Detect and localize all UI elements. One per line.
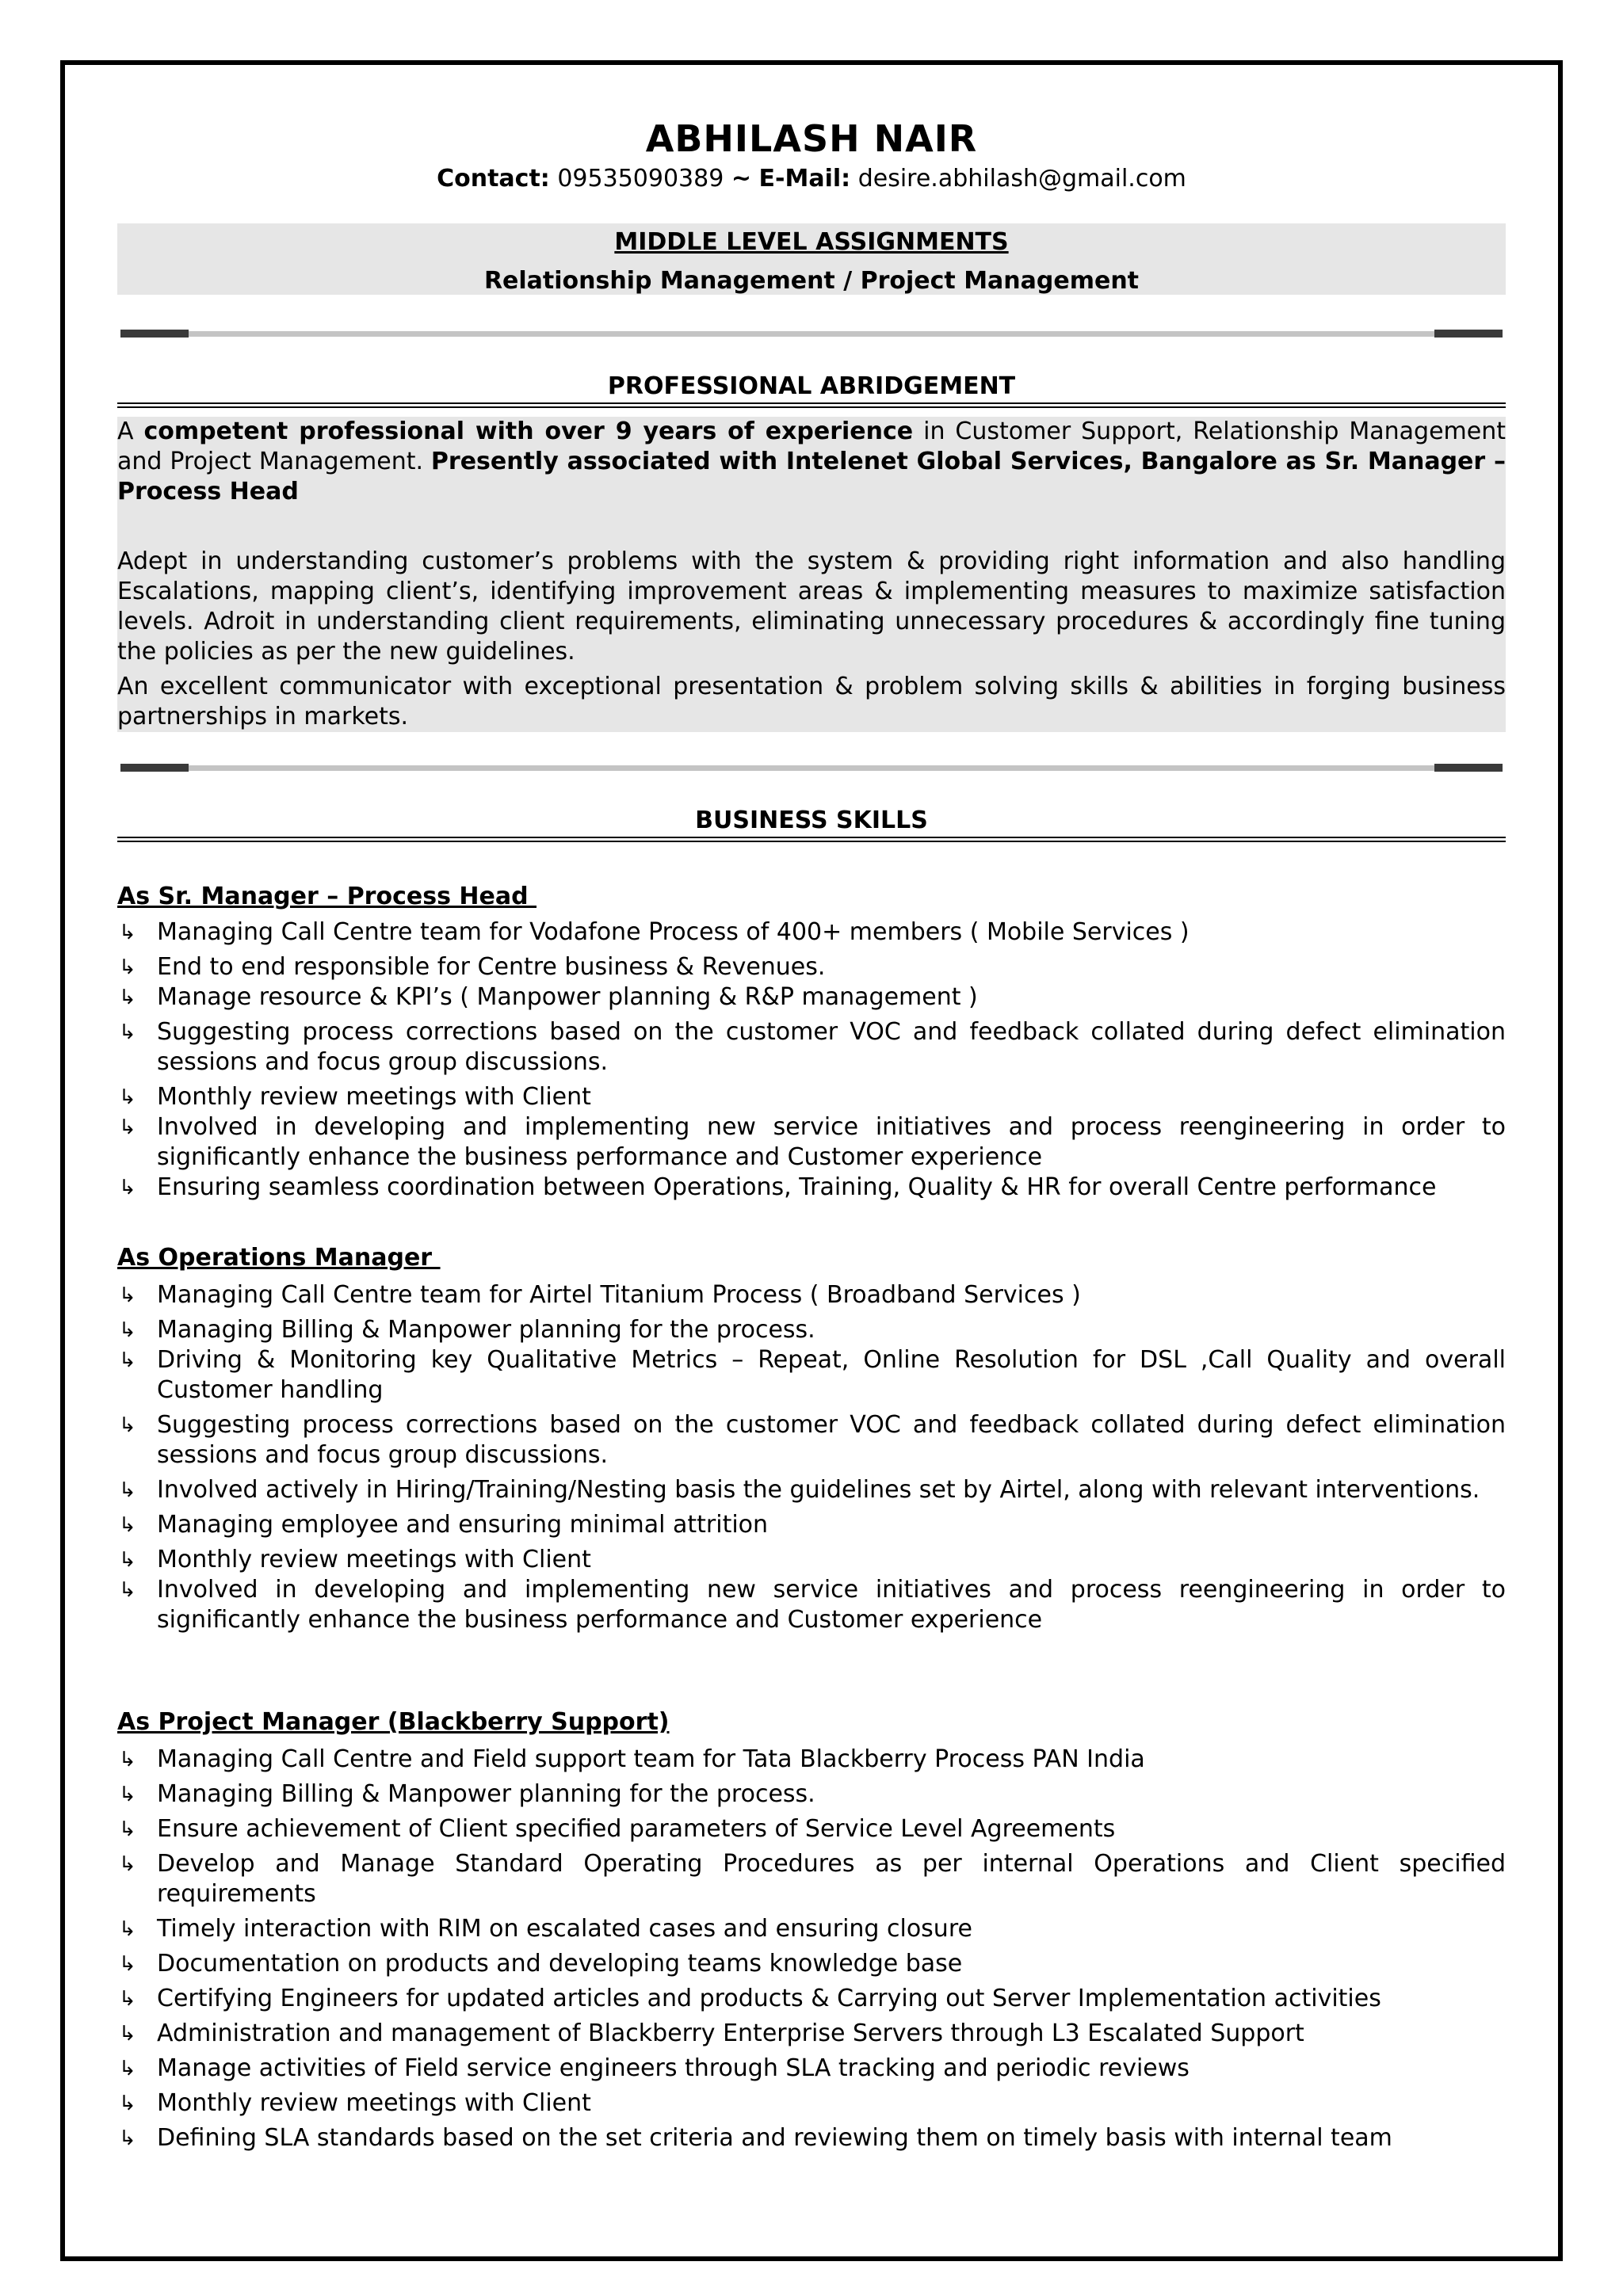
list-item: ↳ Certifying Engineers for updated articles and products & Carrying out Server Implementation activities [119, 1985, 1381, 2012]
arrow-bullet-icon: ↳ [119, 1578, 136, 1602]
arrow-bullet-icon: ↳ [119, 2022, 136, 2046]
arrow-bullet-icon: ↳ [119, 955, 136, 979]
summary-paragraph-1: A competent professional with over 9 years of experience in Customer Support, Relationship Management and Project Management. Presently associated with Intelenet Global Services, Bangalore as Sr. Manager – Process Head [117, 418, 1507, 505]
title-underline [117, 837, 1506, 842]
contact-line [117, 165, 1506, 193]
role-title-project-manager: As Project Manager (Blackberry Support) [117, 1708, 670, 1736]
arrow-bullet-icon: ↳ [119, 1748, 136, 1772]
role-title-operations-manager: As Operations Manager [117, 1244, 441, 1272]
list-item: ↳ Manage activities of Field service engineers through SLA tracking and periodic reviews [119, 2054, 1190, 2082]
list-item: ↳ Involved in developing and implementing new service initiatives and process reengineering in order to significantly enhance the business performance and Customer experience [119, 1113, 1506, 1171]
arrow-bullet-icon: ↳ [119, 2092, 136, 2115]
list-item: ↳ Administration and management of Blackberry Enterprise Servers through L3 Escalated Support [119, 2019, 1304, 2047]
list-item: ↳ Managing Call Centre team for Airtel Titanium Process ( Broadband Services ) [119, 1281, 1081, 1309]
role-bullets-project-manager [117, 1745, 1506, 2153]
list-item: ↳ End to end responsible for Centre business & Revenues. [119, 953, 826, 981]
arrow-bullet-icon: ↳ [119, 1817, 136, 1841]
arrow-bullet-icon: ↳ [119, 1917, 136, 1941]
list-item: ↳ Managing Call Centre team for Vodafone Process of 400+ members ( Mobile Services ) [119, 918, 1190, 946]
arrow-bullet-icon: ↳ [119, 1348, 136, 1372]
objective-title: MIDDLE LEVEL ASSIGNMENTS [614, 228, 1009, 256]
list-item: ↳ Monthly review meetings with Client [119, 2089, 591, 2117]
separator-tilde: ~ [731, 165, 751, 193]
summary-box [117, 417, 1506, 732]
objective-box [117, 223, 1506, 295]
list-item: ↳ Managing Billing & Manpower planning for the process. [119, 1316, 815, 1344]
section-separator [117, 330, 1506, 338]
arrow-bullet-icon: ↳ [119, 1020, 136, 1044]
role-bullets-operations-manager [117, 1280, 1506, 1635]
candidate-name: ABHILASH NAIR [645, 117, 978, 160]
arrow-bullet-icon: ↳ [119, 1283, 136, 1307]
role-title-sr-manager: As Sr. Manager – Process Head [117, 883, 537, 910]
list-item: ↳ Driving & Monitoring key Qualitative Metrics – Repeat, Online Resolution for DSL ,Call Quality and overall Customer handling [119, 1346, 1506, 1404]
title-underline [117, 402, 1506, 408]
summary-title: PROFESSIONAL ABRIDGEMENT [607, 372, 1016, 400]
list-item: ↳ Defining SLA standards based on the set criteria and reviewing them on timely basis with internal team [119, 2124, 1392, 2152]
arrow-bullet-icon: ↳ [119, 921, 136, 944]
arrow-bullet-icon: ↳ [119, 1987, 136, 2011]
arrow-bullet-icon: ↳ [119, 1085, 136, 1109]
arrow-bullet-icon: ↳ [119, 1318, 136, 1342]
list-item: ↳ Suggesting process corrections based on the customer VOC and feedback collated during defect elimination sessions and focus group discussions. [119, 1411, 1506, 1469]
list-item: ↳ Ensuring seamless coordination between Operations, Training, Quality & HR for overall Centre performance [119, 1173, 1437, 1201]
arrow-bullet-icon: ↳ [119, 1852, 136, 1876]
arrow-bullet-icon: ↳ [119, 1413, 136, 1437]
list-item: ↳ Documentation on products and developing teams knowledge base [119, 1950, 963, 1978]
summary-paragraph-3: An excellent communicator with exceptional presentation & problem solving skills & abilities in forging business partnerships in markets. [117, 673, 1506, 730]
phone-number: 09535090389 [557, 165, 724, 193]
arrow-bullet-icon: ↳ [119, 1116, 136, 1139]
list-item: ↳ Managing Billing & Manpower planning for the process. [119, 1780, 815, 1808]
list-item: ↳ Involved in developing and implementing new service initiatives and process reengineering in order to significantly enhance the business performance and Customer experience [119, 1576, 1506, 1634]
objective-subtitle: Relationship Management / Project Management [483, 267, 1140, 295]
arrow-bullet-icon: ↳ [119, 1513, 136, 1537]
email-address: desire.abhilash@gmail.com [857, 165, 1186, 193]
list-item: ↳ Timely interaction with RIM on escalated cases and ensuring closure [119, 1915, 972, 1943]
skills-title: BUSINESS SKILLS [695, 807, 928, 834]
arrow-bullet-icon: ↳ [119, 1478, 136, 1502]
list-item: ↳ Managing employee and ensuring minimal attrition [119, 1511, 769, 1539]
list-item: ↳ Monthly review meetings with Client [119, 1546, 591, 1573]
arrow-bullet-icon: ↳ [119, 2057, 136, 2081]
arrow-bullet-icon: ↳ [119, 1548, 136, 1572]
list-item: ↳ Suggesting process corrections based on the customer VOC and feedback collated during defect elimination sessions and focus group discussions. [119, 1018, 1506, 1076]
role-bullets-sr-manager [117, 917, 1506, 1203]
list-item: ↳ Manage resource & KPI’s ( Manpower planning & R&P management ) [119, 983, 978, 1011]
summary-paragraph-2: Adept in understanding customer’s problems with the system & providing right information and also handling Escalations, mapping client’s, identifying improvement areas & implementing measures to maximize satisfaction levels. Adroit in understanding client requirements, eliminating unnecessary procedures & accordingly fine tuning the policies as per the new guidelines. [117, 547, 1506, 666]
list-item: ↳ Ensure achievement of Client specified parameters of Service Level Agreements [119, 1815, 1116, 1843]
arrow-bullet-icon: ↳ [119, 1783, 136, 1806]
arrow-bullet-icon: ↳ [119, 2126, 136, 2150]
list-item: ↳ Involved actively in Hiring/Training/Nesting basis the guidelines set by Airtel, along with relevant interventions. [119, 1476, 1480, 1504]
list-item: ↳ Develop and Manage Standard Operating Procedures as per internal Operations and Client specified requirements [119, 1850, 1506, 1908]
arrow-bullet-icon: ↳ [119, 1176, 136, 1199]
list-item: ↳ Monthly review meetings with Client [119, 1083, 591, 1111]
arrow-bullet-icon: ↳ [119, 986, 136, 1009]
list-item: ↳ Managing Call Centre and Field support team for Tata Blackberry Process PAN India [119, 1745, 1145, 1773]
email-label: E-Mail: [758, 165, 851, 193]
arrow-bullet-icon: ↳ [119, 1952, 136, 1976]
section-separator [117, 764, 1506, 772]
contact-label: Contact: [437, 165, 550, 193]
